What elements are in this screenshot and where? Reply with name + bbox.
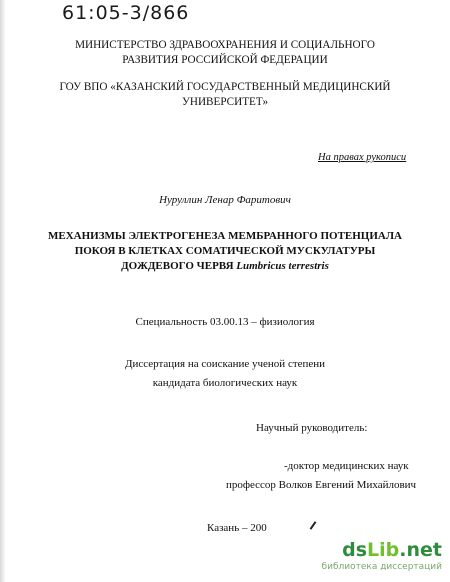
supervisor-name: профессор Волков Евгений Михайлович	[226, 479, 417, 491]
supervisor-degree: -доктор медицинских наук	[284, 460, 409, 472]
title-line-3-prefix: ДОЖДЕВОГО ЧЕРВЯ	[121, 260, 237, 272]
degree-line-2: кандидата биологических наук	[152, 377, 298, 389]
degree-statement	[0, 355, 450, 393]
logo-lib: Lib	[367, 539, 400, 561]
title-species-latin: Lumbricus terrestris	[236, 260, 329, 272]
university-line-2: УНИВЕРСИТЕТ»	[181, 96, 269, 108]
archive-number-handwritten: 61:05-3/866	[62, 2, 190, 24]
rights-note: На правах рукописи	[318, 152, 407, 163]
city-year: Казань – 200	[207, 522, 267, 534]
watermark-subtitle: библиотека диссертаций	[321, 562, 442, 572]
dissertation-title	[0, 229, 450, 274]
scan-artifact-mark	[310, 521, 317, 530]
author-name: Нуруллин Ленар Фаритович	[159, 194, 291, 206]
ministry-line-1: МИНИСТЕРСТВО ЗДРАВООХРАНЕНИЯ И СОЦИАЛЬНОГО	[75, 39, 375, 51]
ministry-line-2: РАЗВИТИЯ РОССИЙСКОЙ ФЕДЕРАЦИИ	[122, 54, 328, 66]
title-line-2: ПОКОЯ В КЛЕТКАХ СОМАТИЧЕСКОЙ МУСКУЛАТУРЫ	[74, 245, 376, 257]
dslib-logo	[342, 540, 442, 560]
university-line-1: ГОУ ВПО «КАЗАНСКИЙ ГОСУДАРСТВЕННЫЙ МЕДИЦИНСКИЙ	[59, 81, 391, 93]
logo-net: .net	[399, 539, 442, 561]
degree-line-1: Диссертация на соискание ученой степени	[124, 358, 326, 370]
logo-ds: ds	[342, 539, 368, 561]
dslib-watermark[interactable]	[322, 540, 442, 576]
university-header	[0, 80, 450, 110]
specialty: Специальность 03.00.13 – физиология	[135, 316, 315, 328]
supervisor-label: Научный руководитель:	[256, 422, 368, 434]
title-line-3	[0, 259, 450, 274]
title-line-1: МЕХАНИЗМЫ ЭЛЕКТРОГЕНЕЗА МЕМБРАННОГО ПОТЕНЦИАЛА	[47, 230, 402, 242]
ministry-header	[0, 38, 450, 68]
